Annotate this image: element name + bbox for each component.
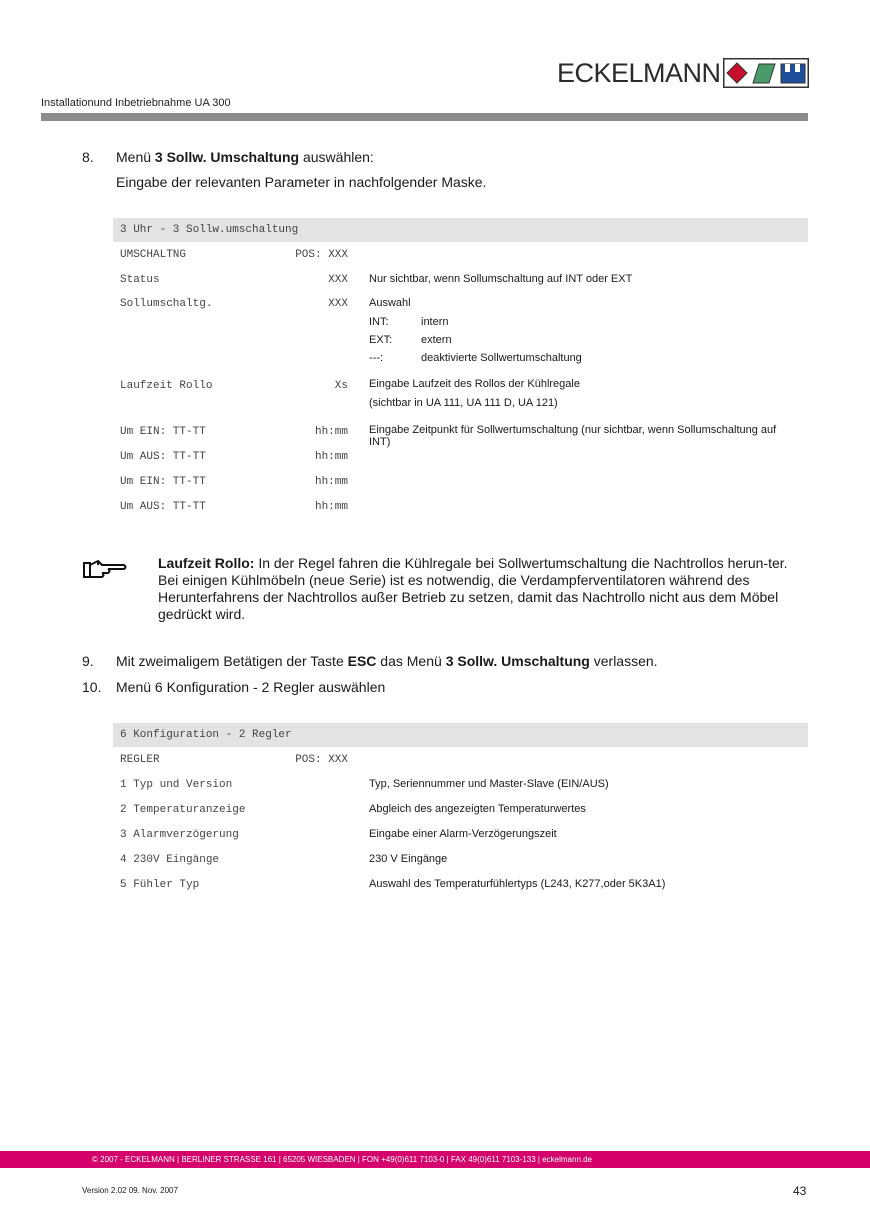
footer-contact-line: © 2007 - ECKELMANN | BERLINER STRASSE 161 | 65205 WIESBADEN | FON +49(0)611 7103-0 | FAX 49(0)611 7103-133 | eckelmann.de (92, 1155, 593, 1164)
option-ext-key: EXT: (369, 334, 393, 346)
option-off-text: deaktivierte Sollwertumschaltung (421, 352, 582, 364)
mask-1-row-4-label: Um EIN: TT-TT (120, 426, 206, 438)
mask-1-row-2-value: XXX (328, 298, 348, 310)
mask-2-row-4-desc: 230 V Eingänge (369, 853, 448, 865)
mask-1-row-4-desc2: INT) (369, 436, 391, 448)
company-logo-mark (723, 58, 809, 93)
mask-1-row-3-value: Xs (334, 380, 348, 392)
mask-1-row-2-label: Sollumschaltg. (120, 298, 213, 310)
mask-1-row-7-label: Um AUS: TT-TT (120, 501, 206, 513)
mask-1-row-2-desc: Auswahl (369, 297, 411, 309)
mask-1-row-1-desc: Nur sichtbar, wenn Sollumschaltung auf INT oder EXT (369, 273, 633, 285)
mask-2-row-2-desc: Abgleich des angezeigten Temperaturwertes (369, 803, 586, 815)
page-number: 43 (793, 1184, 807, 1198)
mask-1-row-0-value: POS: XXX (295, 249, 348, 261)
note-paragraph: Laufzeit Rollo: In der Regel fahren die Kühlregale bei Sollwertumschaltung die Nachtrollos herun-ter. Bei einigen Kühlmöbeln (neue Serie) ist es notwendig, die Verdampferventilatoren während des Herunterfahrens der Nachtrollos außer Betrieb zu setzen, damit das Nachtrollo nicht aus dem Möbel gedrückt wird. (158, 555, 788, 622)
mask-1-row-1-label: Status (120, 274, 160, 286)
pointing-hand-icon (82, 557, 128, 586)
mask-1-row-3-desc: Eingabe Laufzeit des Rollos der Kühlregale (369, 378, 580, 390)
step-8-number: 8. (82, 149, 94, 165)
header-rule (41, 113, 808, 121)
version-date: Version 2.02 09. Nov. 2007 (82, 1186, 178, 1195)
mask-2-row-3-label: 3 Alarmverzögerung (120, 829, 239, 841)
option-off-key: ---: (369, 352, 384, 364)
mask-1-row-4-desc: Eingabe Zeitpunkt für Sollwertumschaltung (nur sichtbar, wenn Sollumschaltung auf (369, 424, 777, 436)
mask-2-row-2-label: 2 Temperaturanzeige (120, 804, 246, 816)
mask-2-header (113, 723, 808, 747)
mask-2-row-0-value: POS: XXX (295, 754, 348, 766)
mask-1-row-3-desc2: (sichtbar in UA 111, UA 111 D, UA 121) (369, 397, 558, 409)
mask-1-row-5-label: Um AUS: TT-TT (120, 451, 206, 463)
step-8-line1: Menü 3 Sollw. Umschaltung auswählen: (116, 149, 374, 165)
option-ext-text: extern (421, 334, 452, 346)
mask-2-title: 6 Konfiguration - 2 Regler (120, 729, 292, 741)
mask-2-row-4-label: 4 230V Eingänge (120, 854, 220, 866)
mask-1-row-6-value: hh:mm (314, 476, 348, 488)
mask-2-row-5-label: 5 Fühler Typ (120, 879, 200, 891)
step-9-number: 9. (82, 653, 94, 669)
mask-1-title: 3 Uhr - 3 Sollw.umschaltung (120, 224, 299, 236)
mask-1-row-0-label: UMSCHALTNG (120, 249, 187, 261)
mask-2-row-1-label: 1 Typ und Version (120, 779, 233, 791)
step-8-line2: Eingabe der relevanten Parameter in nachfolgender Maske. (116, 174, 487, 190)
step-9-text: Mit zweimaligem Betätigen der Taste ESC das Menü 3 Sollw. Umschaltung verlassen. (116, 653, 658, 669)
mask-1-row-4-value: hh:mm (314, 426, 348, 438)
mask-1-row-6-label: Um EIN: TT-TT (120, 476, 206, 488)
document-title: Installationund Inbetriebnahme UA 300 (41, 97, 231, 109)
option-int-key: INT: (369, 316, 389, 328)
step-10-number: 10. (82, 679, 102, 695)
mask-1-header (113, 218, 808, 242)
mask-2-row-3-desc: Eingabe einer Alarm-Verzögerungszeit (369, 828, 557, 840)
mask-1-row-1-value: XXX (328, 274, 348, 286)
option-int-text: intern (421, 316, 449, 328)
mask-2-row-5-desc: Auswahl des Temperaturfühlertyps (L243, K277,oder 5K3A1) (369, 878, 666, 890)
mask-1-row-7-value: hh:mm (314, 501, 348, 513)
mask-1-row-3-label: Laufzeit Rollo (120, 380, 213, 392)
mask-2-row-1-desc: Typ, Seriennummer und Master-Slave (EIN/AUS) (369, 778, 609, 790)
step-10-text: Menü 6 Konfiguration - 2 Regler auswählen (116, 679, 386, 695)
company-logo-text: ECKELMANN (557, 58, 721, 88)
mask-1-row-5-value: hh:mm (314, 451, 348, 463)
mask-2-row-0-label: REGLER (120, 754, 160, 766)
